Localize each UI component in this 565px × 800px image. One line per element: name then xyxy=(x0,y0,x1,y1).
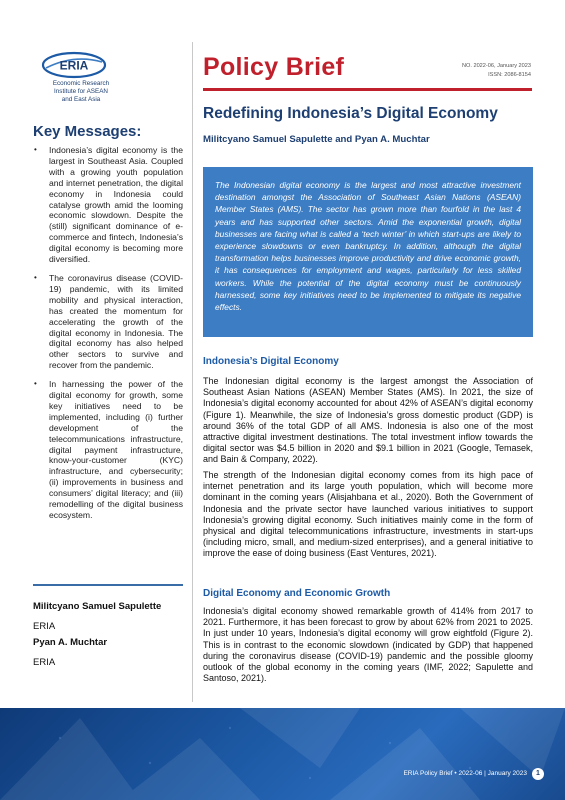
author-name: Pyan A. Muchtar xyxy=(33,637,108,648)
org-line-1: Economic Research xyxy=(52,80,110,87)
key-message-text: Indonesia’s digital economy is the largest in Southeast Asia. Coupled with a growing youth population and internet penetration, the digital economy in Indonesia could catalyse growth amid the looming economic slowdown. Despite the (still) significant dominance of e-commerce and fintech, Indonesia’s digital economy is becoming more diversified. xyxy=(49,145,183,265)
body-paragraph: The strength of the Indonesian digital economy comes from its high pace of internet penetration and its large youth population, which will become more dominant in the coming years (Alisjahbana et al., 2020). Both the Government of Indonesia and the private sector have launched various initiatives to support Indonesia’s growing digital economy. Such initiatives mainly come in the form of physical and digital telecommunications infrastructure, investments in start-ups (including micro, small, and medium-sized enterprises), and a general initiative to improve the ease of doing business (East Ventures, 2021). xyxy=(203,470,533,559)
column-divider xyxy=(192,42,193,702)
footer-pattern xyxy=(0,708,565,800)
publication-meta xyxy=(462,62,531,80)
sidebar-divider xyxy=(33,584,183,586)
key-messages-list xyxy=(33,145,183,529)
org-line-2: Institute for ASEAN xyxy=(54,88,108,96)
key-message xyxy=(33,145,183,265)
footer-banner xyxy=(0,708,565,800)
key-message xyxy=(33,379,183,521)
key-message xyxy=(33,273,183,371)
policy-brief-title: Policy Brief xyxy=(203,53,345,81)
footer-citation: ERIA Policy Brief • 2022-06 | January 2023 xyxy=(403,770,527,777)
organization-name xyxy=(36,80,126,105)
page-number: 1 xyxy=(532,768,544,780)
section-heading: Digital Economy and Economic Growth xyxy=(203,588,391,599)
bullet-icon: • xyxy=(34,145,37,154)
header-rule xyxy=(203,88,532,91)
author-name: Militcyano Samuel Sapulette xyxy=(33,601,162,612)
org-line-3: and East Asia xyxy=(61,96,101,104)
key-message-text: In harnessing the power of the digital economy for growth, some key initiatives need to be implemented, including (i) further development of the telecommunications infrastructure, digital payment infrastructure, know-your-customer (KYC) infrastructure, and cybersecurity; (ii) improvements in business and consumers’ digital literacy; and (iii) remodelling of the digital business ecosystem. xyxy=(49,379,183,520)
abstract-box xyxy=(203,167,533,337)
key-messages-heading: Key Messages: xyxy=(33,123,142,140)
publication-number: NO. 2022-06, January 2023 xyxy=(461,63,531,69)
section-heading: Indonesia’s Digital Economy xyxy=(203,356,339,367)
article-title: Redefining Indonesia’s Digital Economy xyxy=(203,105,498,122)
body-paragraph: The Indonesian digital economy is the largest amongst the Association of Southeast Asian Nations (ASEAN) Member States (AMS). In 2021, the size of Indonesia’s digital economy accounted for about 42% of ASEAN’s digital economy (Figure 1). Meanwhile, the size of Indonesia’s gross domestic product (GDP) is around 36% of the total GDP of all AMS. Indonesia is also one of the most attractive digital investment destinations. The total investment inflow towards the digital sector was $4.5 billion in 2020 and $9.1 billion in 2021 (Google, Temasek, and Bain & Company, 2022). xyxy=(203,376,533,465)
author-affiliation: ERIA xyxy=(33,621,56,632)
bullet-icon: • xyxy=(34,272,37,282)
bullet-icon: • xyxy=(34,379,37,389)
byline: Militcyano Samuel Sapulette and Pyan A. Muchtar xyxy=(203,134,430,145)
body-paragraph: Indonesia’s digital economy showed remarkable growth of 414% from 2017 to 2021. Furthermore, it has been forecast to grow by about 62% from 2021 to 2025. In just under 10 years, Indonesia’s digital economy will grow eightfold (Figure 2). This is in contrast to the economic slowdown (indicated by GDP) that happened during the coronavirus disease (COVID-19) pandemic and the possible gloomy outlook of the global economy in the coming years (IMF, 2022; Sapulette and Santoso, 2021). xyxy=(203,606,533,684)
issn: ISSN: 2086-8154 xyxy=(488,72,531,78)
eria-logo xyxy=(40,50,108,80)
author-affiliation: ERIA xyxy=(33,657,56,668)
key-message-text: The coronavirus disease (COVID-19) pandemic, with its limited mobility and physical interaction, has created the momentum for accelerating the growth of the digital economy in Indonesia. The digital economy has also helped other sectors to survive and recover from the pandemic. xyxy=(49,272,183,371)
abstract-text: The Indonesian digital economy is the largest and most attractive investment destination amongst the Association of Southeast Asian Nations (ASEAN) Member States (AMS). The sector has grown more than fourfold in the last 4 years and has supported other sectors. Amid the exponential growth, digital businesses are facing what is called a ‘tech winter’ in which start-ups are likely to experience slowdowns or even bankruptcy. In addition, although the digital transformation helps businesses improve productivity and drive economic growth, it has consequences for employment and wages, particularly for less skilled workers. While the potential of the digital economy must be continuously harnessed, some key initiatives need to be implemented to mitigate its negative effects. xyxy=(215,180,521,313)
logo-wordmark: ERIA xyxy=(59,58,89,73)
